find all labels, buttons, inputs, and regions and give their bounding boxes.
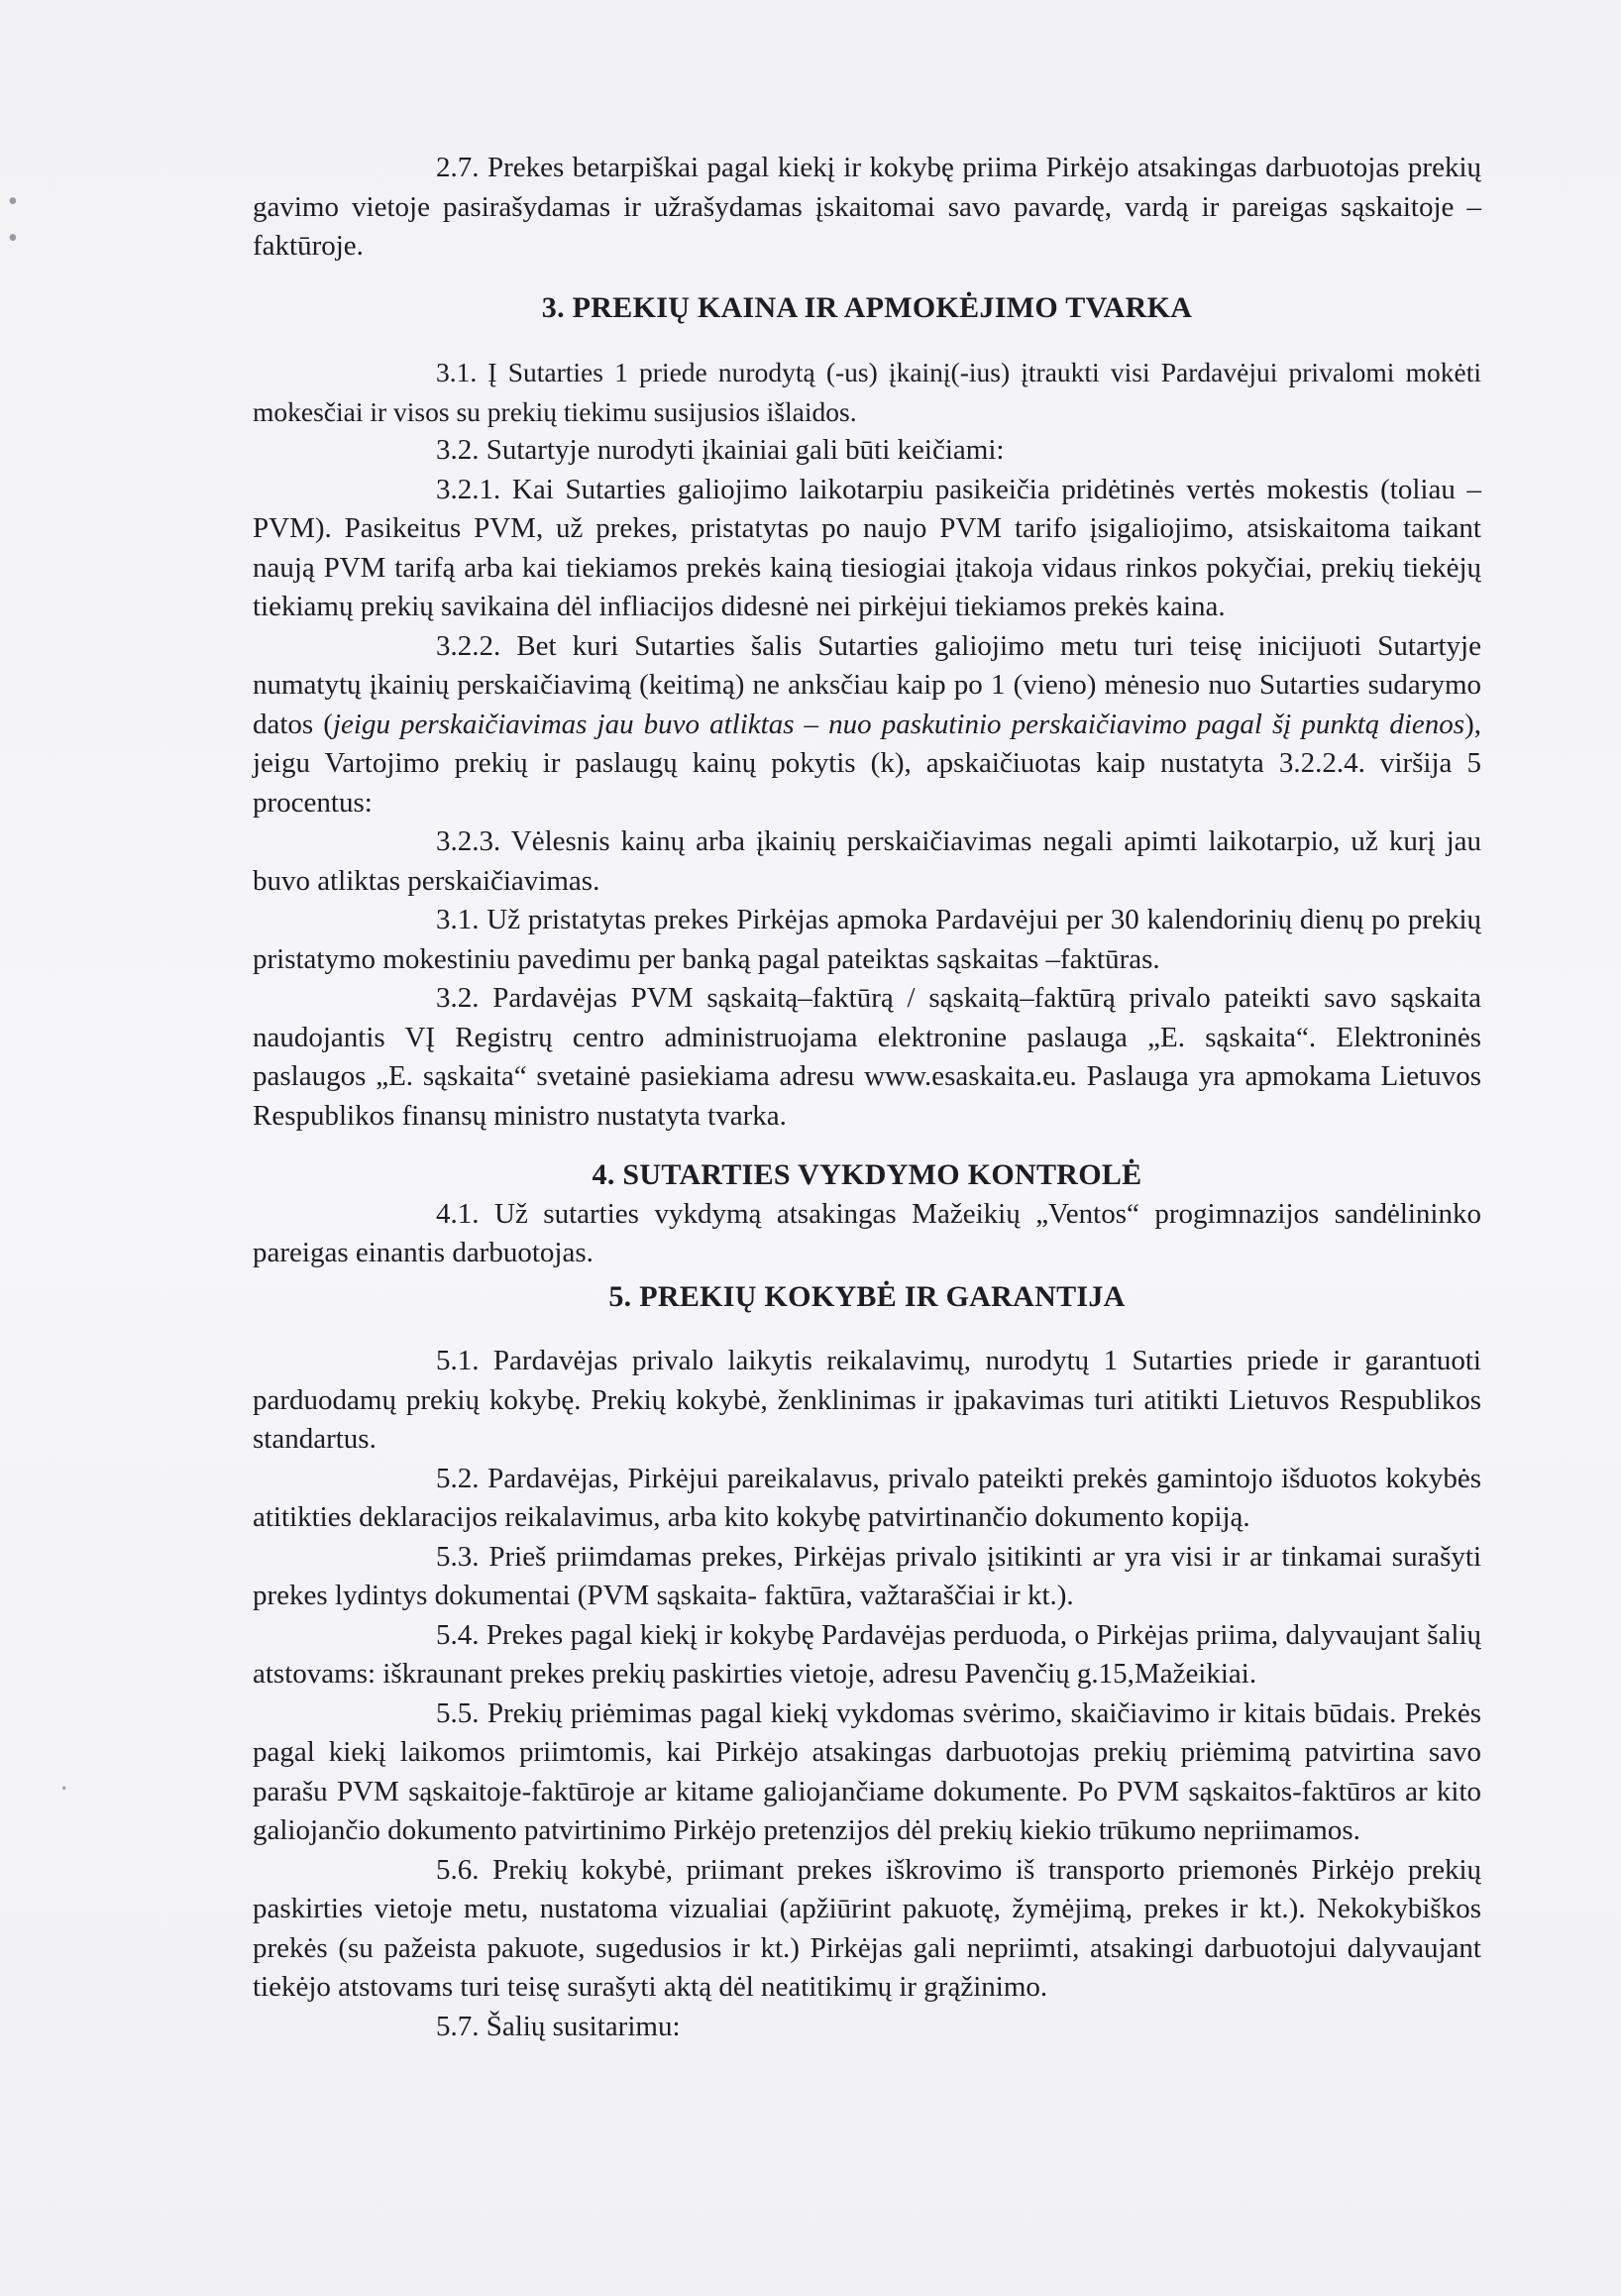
clause-5-3: 5.3. Prieš priimdamas prekes, Pirkėjas privalo įsitikinti ar yra visi ir ar tinkamai surašyti prekes lydintys dokumentai (PVM sąskaita- faktūra, važtaraščiai ir kt.).: [253, 1540, 1481, 1611]
section-heading-4: 4. SUTARTIES VYKDYMO KONTROLĖ: [592, 1158, 1142, 1191]
clause-5-5: 5.5. Prekių priėmimas pagal kiekį vykdomas svėrimo, skaičiavimo ir kitais būdais. Prekės pagal kiekį laikomos priimtomis, kai Pirkėjo atsakingas darbuotojas prekių priėmimą patvirtina savo parašu PVM sąskaitoje-faktūroje ar kitame galiojančiame dokumente. Po PVM sąskaitos-faktūros ar kito galiojančio dokumento patvirtinimo Pirkėjo pretenzijos dėl prekių kiekio trūkumo nepriimamos.: [253, 1696, 1481, 1846]
clause-3-2-2-italic: jeigu perskaičiavimas jau buvo atliktas – nuo paskutinio perskaičiavimo pagal šį punktą dienos: [332, 708, 1465, 740]
clause-3-1: 3.1. Į Sutarties 1 priede nurodytą (-us) įkainį(-ius) įtraukti visi Pardavėjui privalomi mokėti mokesčiai ir visos su prekių tiekimu susijusios išlaidos.: [253, 357, 1481, 427]
clause-3-2-2-text-start: 3.2.2. Bet kuri Sutarties šalis Sutarties galiojimo metu turi teisę inicijuoti Sutartyje numatytų įkainių perskaičiavimą (keitimą) ne anksčiau kaip po 1 (vieno) mėnesio nuo Sutarties sudarymo datos (: [253, 629, 1481, 740]
document-body: [253, 149, 1481, 2046]
section-heading-5: 5. PREKIŲ KOKYBĖ IR GARANTIJA: [608, 1279, 1126, 1313]
clause-3-2-1: 3.2.1. Kai Sutarties galiojimo laikotarpiu pasikeičia pridėtinės vertės mokestis (toliau – PVM). Pasikeitus PVM, už prekes, pristatytas po naujo PVM tarifo įsigaliojimo, atsiskaitoma taikant naują PVM tarifą arba kai tiekiamos prekės kainą tiesiogiai įtakoja vidaus rinkos pokyčiai, prekių tiekėjų tiekiamų prekių savikaina dėl infliacijos didesnė nei pirkėjui tiekiamos prekės kaina.: [253, 473, 1481, 622]
clause-2-7: 2.7. Prekes betarpiškai pagal kiekį ir kokybę priima Pirkėjo atsakingas darbuotojas prekių gavimo vietoje pasirašydamas ir užrašydamas įskaitomai savo pavardę, vardą ir pareigas sąskaitoje – faktūroje.: [253, 152, 1481, 262]
clause-5-6: 5.6. Prekių kokybė, priimant prekes iškrovimo iš transporto priemonės Pirkėjo prekių paskirties vietoje metu, nustatoma vizualiai (apžiūrint pakuotę, žymėjimą, prekes ir kt.). Nekokybiškos prekės (su pažeista pakuote, sugedusios ir kt.) Pirkėjas gali nepriimti, atsakingi darbuotojui dalyvaujant tiekėjo atstovams turi teisę surašyti aktą dėl neatitikimų ir grąžinimo.: [253, 1853, 1481, 2003]
clause-3-2: 3.2. Sutartyje nurodyti įkainiai gali būti keičiami:: [436, 434, 1005, 466]
clause-5-4: 5.4. Prekes pagal kiekį ir kokybę Pardavėjas perduoda, o Pirkėjas priima, dalyvaujant šalių atstovams: iškraunant prekes prekių paskirties vietoje, adresu Pavenčių g.15,Mažeikiai.: [253, 1618, 1481, 1690]
clause-3-1-payment: 3.1. Už pristatytas prekes Pirkėjas apmoka Pardavėjui per 30 kalendorinių dienų po prekių pristatymo mokestiniu pavedimu per banką pagal pateiktas sąskaitas –faktūras.: [253, 904, 1481, 975]
clause-4-1: 4.1. Už sutarties vykdymą atsakingas Mažeikių „Ventos“ progimnazijos sandėlininko pareigas einantis darbuotojas.: [253, 1197, 1481, 1268]
scan-speck: ·: [59, 1774, 69, 1804]
scan-speck: •: [8, 223, 18, 254]
clause-5-2: 5.2. Pardavėjas, Pirkėjui pareikalavus, privalo pateikti prekės gamintojo išduotos kokybės atitikties deklaracijos reikalavimus, arba kito kokybę patvirtinančio dokumento kopiją.: [253, 1462, 1481, 1533]
clause-5-1: 5.1. Pardavėjas privalo laikytis reikalavimų, nurodytų 1 Sutarties priede ir garantuoti parduodamų prekių kokybę. Prekių kokybė, ženklinimas ir įpakavimas turi atitikti Lietuvos Respublikos standartus.: [253, 1345, 1481, 1455]
clause-3-2-3: 3.2.3. Vėlesnis kainų arba įkainių perskaičiavimas negali apimti laikotarpio, už kurį jau buvo atliktas perskaičiavimas.: [253, 825, 1481, 897]
clause-5-7: 5.7. Šalių susitarimu:: [436, 2010, 681, 2042]
section-heading-3: 3. PREKIŲ KAINA IR APMOKĖJIMO TVARKA: [541, 290, 1193, 324]
clause-3-2-2: [253, 627, 1481, 823]
scan-speck: •: [8, 186, 18, 217]
clause-3-2-invoice: 3.2. Pardavėjas PVM sąskaitą–faktūrą / sąskaitą–faktūrą privalo pateikti savo sąskaita naudojantis VĮ Registrų centro administruojama elektronine paslauga „E. sąskaita“. Elektroninės paslaugos „E. sąskaita“ svetainė pasiekiama adresu www.esaskaita.eu. Paslauga yra apmokama Lietuvos Respublikos finansų ministro nustatyta tvarka.: [253, 982, 1481, 1132]
clause-3-2-2-text-end: ), jeigu Vartojimo prekių ir paslaugų kainų pokytis (k), apskaičiuotas kaip nustatyta 3.2.2.4. viršija 5 procentus:: [253, 708, 1481, 819]
